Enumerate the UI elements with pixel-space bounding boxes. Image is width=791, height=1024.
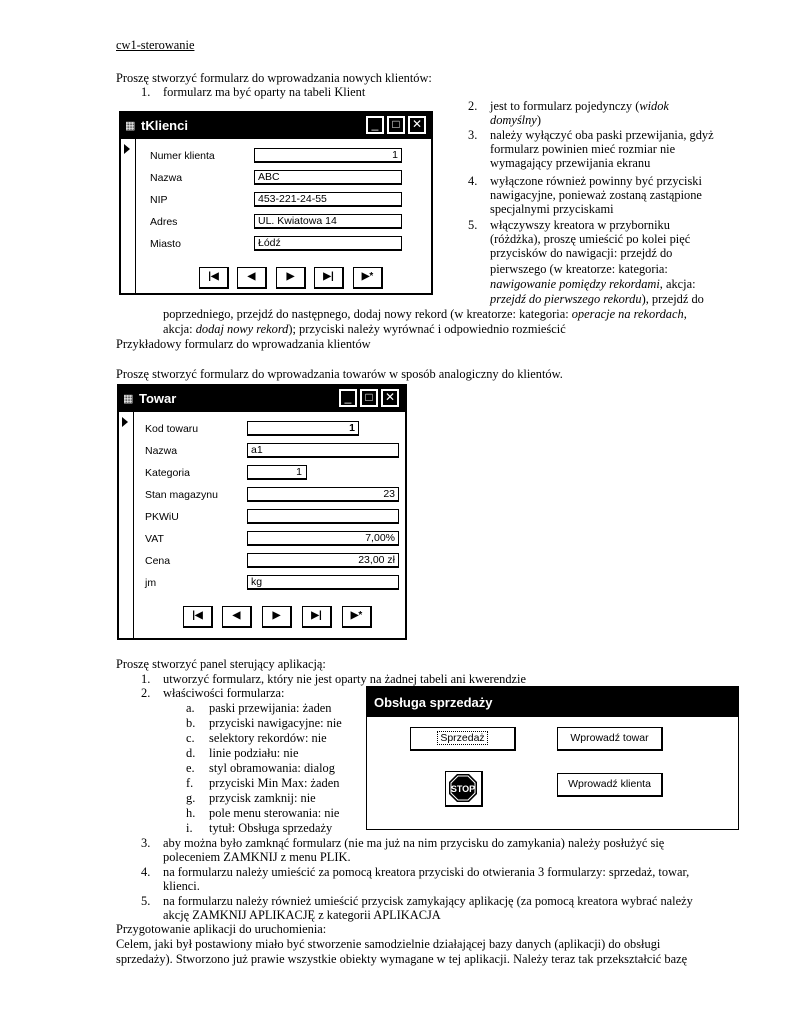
current-record-icon xyxy=(122,417,128,427)
maximize-icon[interactable]: □ xyxy=(387,116,405,134)
close-icon[interactable]: ✕ xyxy=(381,389,399,407)
klienci-label-adres: Adres xyxy=(150,216,178,228)
wprowadz-towar-button[interactable]: Wprowadź towar xyxy=(557,727,663,751)
sec1-item5d: pierwszego (w kreatorze: kategoria: xyxy=(490,262,668,276)
next-record-button[interactable]: ▶ xyxy=(262,606,292,628)
prop-letter-d: d. xyxy=(186,746,196,760)
sec3-item5a: na formularzu należy również umieścić przycisk zamykający aplikację (za pomocą kreatora wybrać należy xyxy=(163,894,693,908)
prop-f: przyciski Min Max: żaden xyxy=(209,776,340,790)
sec3-num4: 4. xyxy=(141,865,151,879)
sec1-item5f: przejdź do pierwszego rekordu), przejdź do xyxy=(490,292,704,306)
sec1-item2: jest to formularz pojedynczy (widok xyxy=(490,99,669,113)
klienci-label-nip: NIP xyxy=(150,194,168,206)
sec1-item1: formularz ma być oparty na tabeli Klient xyxy=(163,85,366,99)
towar-label-nazwa: Nazwa xyxy=(145,445,178,457)
maximize-icon[interactable]: □ xyxy=(360,389,378,407)
prop-letter-f: f. xyxy=(186,776,194,790)
sec2-intro: Proszę stworzyć formularz do wprowadzania towarów w sposób analogiczny do klientów. xyxy=(116,367,563,381)
sec3-item1: utworzyć formularz, który nie jest oparty na żadnej tabeli ani kwerendzie xyxy=(163,672,526,686)
sec1-item5h: akcja: dodaj nowy rekord); przyciski należy wyrównać i odpowiednio rozmieścić xyxy=(163,322,566,336)
prop-b: przyciski nawigacyjne: nie xyxy=(209,716,342,730)
towar-label-vat: VAT xyxy=(145,533,164,545)
sec1-intro: Proszę stworzyć formularz do wprowadzania nowych klientów: xyxy=(116,71,432,85)
prop-letter-g: g. xyxy=(186,791,196,805)
prop-c: selektory rekordów: nie xyxy=(209,731,327,745)
klienci-field-nazwa[interactable]: ABC xyxy=(254,170,402,185)
stop-icon xyxy=(448,773,478,803)
sprzedaz-label: Sprzedaż xyxy=(437,731,487,745)
sec3-item2: właściwości formularza: xyxy=(163,686,285,700)
sprzedaz-button[interactable] xyxy=(410,727,516,751)
towar-label-kategoria: Kategoria xyxy=(145,467,190,479)
sec1-caption: Przykładowy formularz do wprowadzania klientów xyxy=(116,337,371,351)
wprowadz-klienta-button[interactable]: Wprowadź klienta xyxy=(557,773,663,797)
towar-field-kategoria[interactable]: 1 xyxy=(247,465,307,480)
klienci-label-nazwa: Nazwa xyxy=(150,172,183,184)
prop-letter-b: b. xyxy=(186,716,196,730)
towar-titlebar[interactable] xyxy=(119,386,405,412)
towar-label-pkwiu: PKWiU xyxy=(145,511,179,523)
sec3-item3a: aby można było zamknąć formularz (nie ma już na nim przycisku do zamykania) należy posłużyć się xyxy=(163,836,665,850)
new-record-button[interactable]: ▶* xyxy=(342,606,372,628)
first-record-button[interactable]: |◀ xyxy=(183,606,213,628)
last-record-button[interactable]: ▶| xyxy=(314,267,344,289)
stop-text: STOP xyxy=(450,784,476,794)
sec1-num5: 5. xyxy=(468,218,478,232)
prop-letter-h: h. xyxy=(186,806,196,820)
sec3-item5b: akcję ZAMKNIJ APLIKACJĘ z kategorii APLIKACJA xyxy=(163,908,441,922)
sec1-item4b: nawigacyjne, ponieważ zostaną zastąpione xyxy=(490,188,702,202)
towar-label-kod: Kod towaru xyxy=(145,423,199,435)
sec1-num4: 4. xyxy=(468,174,478,188)
sec1-item5b: (różdżka), proszę umieścić po kolei pięć xyxy=(490,232,691,246)
sec3-num5: 5. xyxy=(141,894,151,908)
sec1-num1: 1. xyxy=(141,85,151,99)
panel-titlebar[interactable] xyxy=(367,687,738,717)
stop-button[interactable] xyxy=(445,771,483,807)
close-icon[interactable]: ✕ xyxy=(408,116,426,134)
record-selector[interactable] xyxy=(121,139,136,293)
towar-label-cena: Cena xyxy=(145,555,171,567)
prop-d: linie podziału: nie xyxy=(209,746,299,760)
sec3-num2: 2. xyxy=(141,686,151,700)
new-record-button[interactable]: ▶* xyxy=(353,267,383,289)
towar-field-stan[interactable]: 23 xyxy=(247,487,399,502)
sec3-goal2: sprzedaży). Stworzono już prawie wszystkie obiekty wymagane w tej aplikacji. Należy teraz tak przekształcić bazę xyxy=(116,952,688,966)
prop-h: pole menu sterowania: nie xyxy=(209,806,340,820)
sec1-item3b: formularz powinien mieć rozmiar nie xyxy=(490,142,676,156)
sec1-item3a: należy wyłączyć oba paski przewijania, gdyż xyxy=(490,128,714,142)
prop-a: paski przewijania: żaden xyxy=(209,701,332,715)
klienci-label-numer: Numer klienta xyxy=(150,150,215,162)
first-record-button[interactable]: |◀ xyxy=(199,267,229,289)
sec1-item4a: wyłączone również powinny być przyciski xyxy=(490,174,702,188)
towar-field-pkwiu[interactable] xyxy=(247,509,399,524)
sec1-item5c: przycisków do nawigacji: przejdź do xyxy=(490,246,673,260)
klienci-title: tKlienci xyxy=(141,118,188,133)
towar-field-cena[interactable]: 23,00 zł xyxy=(247,553,399,568)
panel-title: Obsługa sprzedaży xyxy=(374,695,493,710)
towar-label-stan: Stan magazynu xyxy=(145,489,218,501)
sec1-item4c: specjalnymi przyciskami xyxy=(490,202,614,216)
towar-field-jm[interactable]: kg xyxy=(247,575,399,590)
panel-window xyxy=(366,686,739,830)
klienci-field-miasto[interactable]: Łódź xyxy=(254,236,402,251)
form-icon[interactable]: ▦ xyxy=(123,393,134,405)
prop-letter-a: a. xyxy=(186,701,195,715)
last-record-button[interactable]: ▶| xyxy=(302,606,332,628)
sec1-item5e: nawigowanie pomiędzy rekordami, akcja: xyxy=(490,277,696,291)
sec1-item3c: wymagający przewijania ekranu xyxy=(490,156,651,170)
klienci-titlebar[interactable] xyxy=(121,113,431,139)
klienci-window xyxy=(119,111,433,295)
towar-window xyxy=(117,384,407,640)
prop-g: przycisk zamknij: nie xyxy=(209,791,316,805)
klienci-field-adres[interactable]: UL. Kwiatowa 14 xyxy=(254,214,402,229)
sec3-item4b: klienci. xyxy=(163,879,200,893)
towar-title: Towar xyxy=(139,391,177,406)
prop-letter-c: c. xyxy=(186,731,195,745)
prev-record-button[interactable]: ◀ xyxy=(237,267,267,289)
towar-field-nazwa[interactable]: a1 xyxy=(247,443,399,458)
sec3-num1: 1. xyxy=(141,672,151,686)
minimize-icon[interactable]: _ xyxy=(366,116,384,134)
prev-record-button[interactable]: ◀ xyxy=(222,606,252,628)
sec3-item4a: na formularzu należy umieścić za pomocą kreatora przyciski do otwierania 3 formularzy: sprzedaż, towar, xyxy=(163,865,690,879)
sec3-intro: Proszę stworzyć panel sterujący aplikacją: xyxy=(116,657,326,671)
sec1-num2: 2. xyxy=(468,99,478,113)
klienci-field-nip[interactable]: 453-221-24-55 xyxy=(254,192,402,207)
sec3-goal1: Celem, jaki był postawiony miało być stworzenie samodzielnie działającej bazy danych (aplikacji) do obsługi xyxy=(116,937,661,951)
klienci-label-miasto: Miasto xyxy=(150,238,181,250)
current-record-icon xyxy=(124,144,130,154)
prop-i: tytuł: Obsługa sprzedaży xyxy=(209,821,333,835)
sec3-item3b: poleceniem ZAMKNIJ z menu PLIK. xyxy=(163,850,351,864)
sec3-prep: Przygotowanie aplikacji do uruchomienia: xyxy=(116,922,327,936)
sec1-item2-cont: domyślny) xyxy=(490,113,541,127)
form-icon[interactable]: ▦ xyxy=(125,120,136,132)
towar-field-kod[interactable]: 1 xyxy=(247,421,359,436)
prop-letter-e: e. xyxy=(186,761,195,775)
doc-header: cw1-sterowanie xyxy=(116,38,195,52)
sec1-num3: 3. xyxy=(468,128,478,142)
prop-letter-i: i. xyxy=(186,821,193,835)
prop-e: styl obramowania: dialog xyxy=(209,761,335,775)
record-selector[interactable] xyxy=(119,412,134,638)
sec1-item5a: włączywszy kreatora w przyborniku xyxy=(490,218,670,232)
sec1-item5g: poprzedniego, przejdź do następnego, dodaj nowy rekord (w kreatorze: kategoria: operacje na rekordach, xyxy=(163,307,687,321)
towar-label-jm: jm xyxy=(145,577,157,589)
towar-field-vat[interactable]: 7,00% xyxy=(247,531,399,546)
klienci-field-numer[interactable]: 1 xyxy=(254,148,402,163)
sec3-num3: 3. xyxy=(141,836,151,850)
minimize-icon[interactable]: _ xyxy=(339,389,357,407)
next-record-button[interactable]: ▶ xyxy=(276,267,306,289)
